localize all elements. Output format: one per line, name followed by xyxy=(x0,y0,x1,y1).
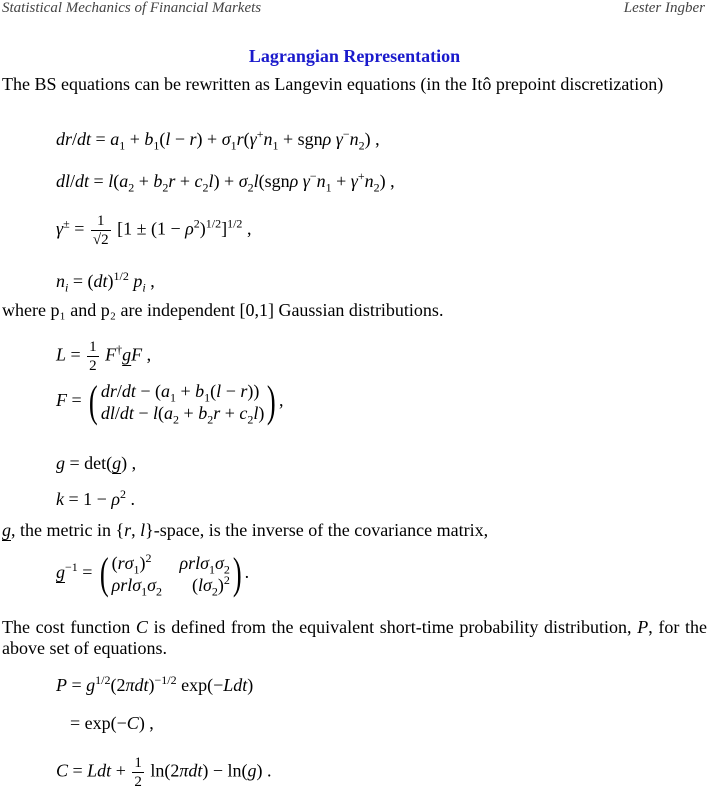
equation-L: L = $\frac{1}{2}$ F†gF , xyxy=(56,339,152,374)
equation-g: g = det(g) , xyxy=(56,453,137,473)
running-header-author: Lester Ingber xyxy=(623,0,705,16)
equation-gamma: γ± = $\frac{1}{√2}$ $[1 \pm (1 - \rho^2)^{1/2}]^{1/2}$ , xyxy=(56,213,252,248)
metric-text: g, the metric in {r, l}-space, is the inverse of the covariance matrix, xyxy=(2,520,489,540)
equation-P2: = exp(−C) , xyxy=(70,713,154,733)
equation-F: F = ( $dr/dt - (a_1 + b_1(l - r))$ $dl/dt - l(a_2 + b_2r + c_2l)$ ) , xyxy=(56,377,284,427)
running-header-title: Statistical Mechanics of Financial Markets xyxy=(2,0,262,16)
cost-text: The cost function C is defined from the equivalent short-time probability distribution, P, for the above set of equations. xyxy=(2,617,707,658)
where-text: where p₁ and p₂ are independent [0,1] Gaussian distributions. xyxy=(2,300,444,320)
equation-dldt: $dl/dt = l(a_2 + b_2r + c_2l) + \sigma_2l(sgn\rho$ $\gamma^-n_1 + \gamma^+n_2$) , xyxy=(56,169,395,195)
equation-n: $n_i = (dt)^{1/2}$ $p_i$ , xyxy=(56,269,155,295)
equation-P: $P = g^{1/2}(2\pi dt)^{-1/2}$ exp(−Ldt) xyxy=(56,673,254,695)
section-title: Lagrangian Representation xyxy=(248,46,461,66)
intro-paragraph: The BS equations can be rewritten as Langevin equations (in the Itô prepoint discretization) xyxy=(2,74,664,94)
equation-ginv: $g^{-1}$ = ( $(r\sigma_1)^2$ $\rho rl\sigma_1\sigma_2$ $\rho rl\sigma_1\sigma_2$ $(l\sigma_2)^2$ ) . xyxy=(56,549,250,599)
equation-drdt: $dr/dt = a_1 + b_1(l - r) + \sigma_1r(\gamma^+n_1 + sgn\rho$ $\gamma^-n_2$) , xyxy=(56,127,380,153)
equation-k: $k = 1 - \rho^2$ . xyxy=(56,487,135,509)
equation-C: C = Ldt + $\frac{1}{2}$ ln(2πdt) − ln(g) . xyxy=(56,755,272,790)
